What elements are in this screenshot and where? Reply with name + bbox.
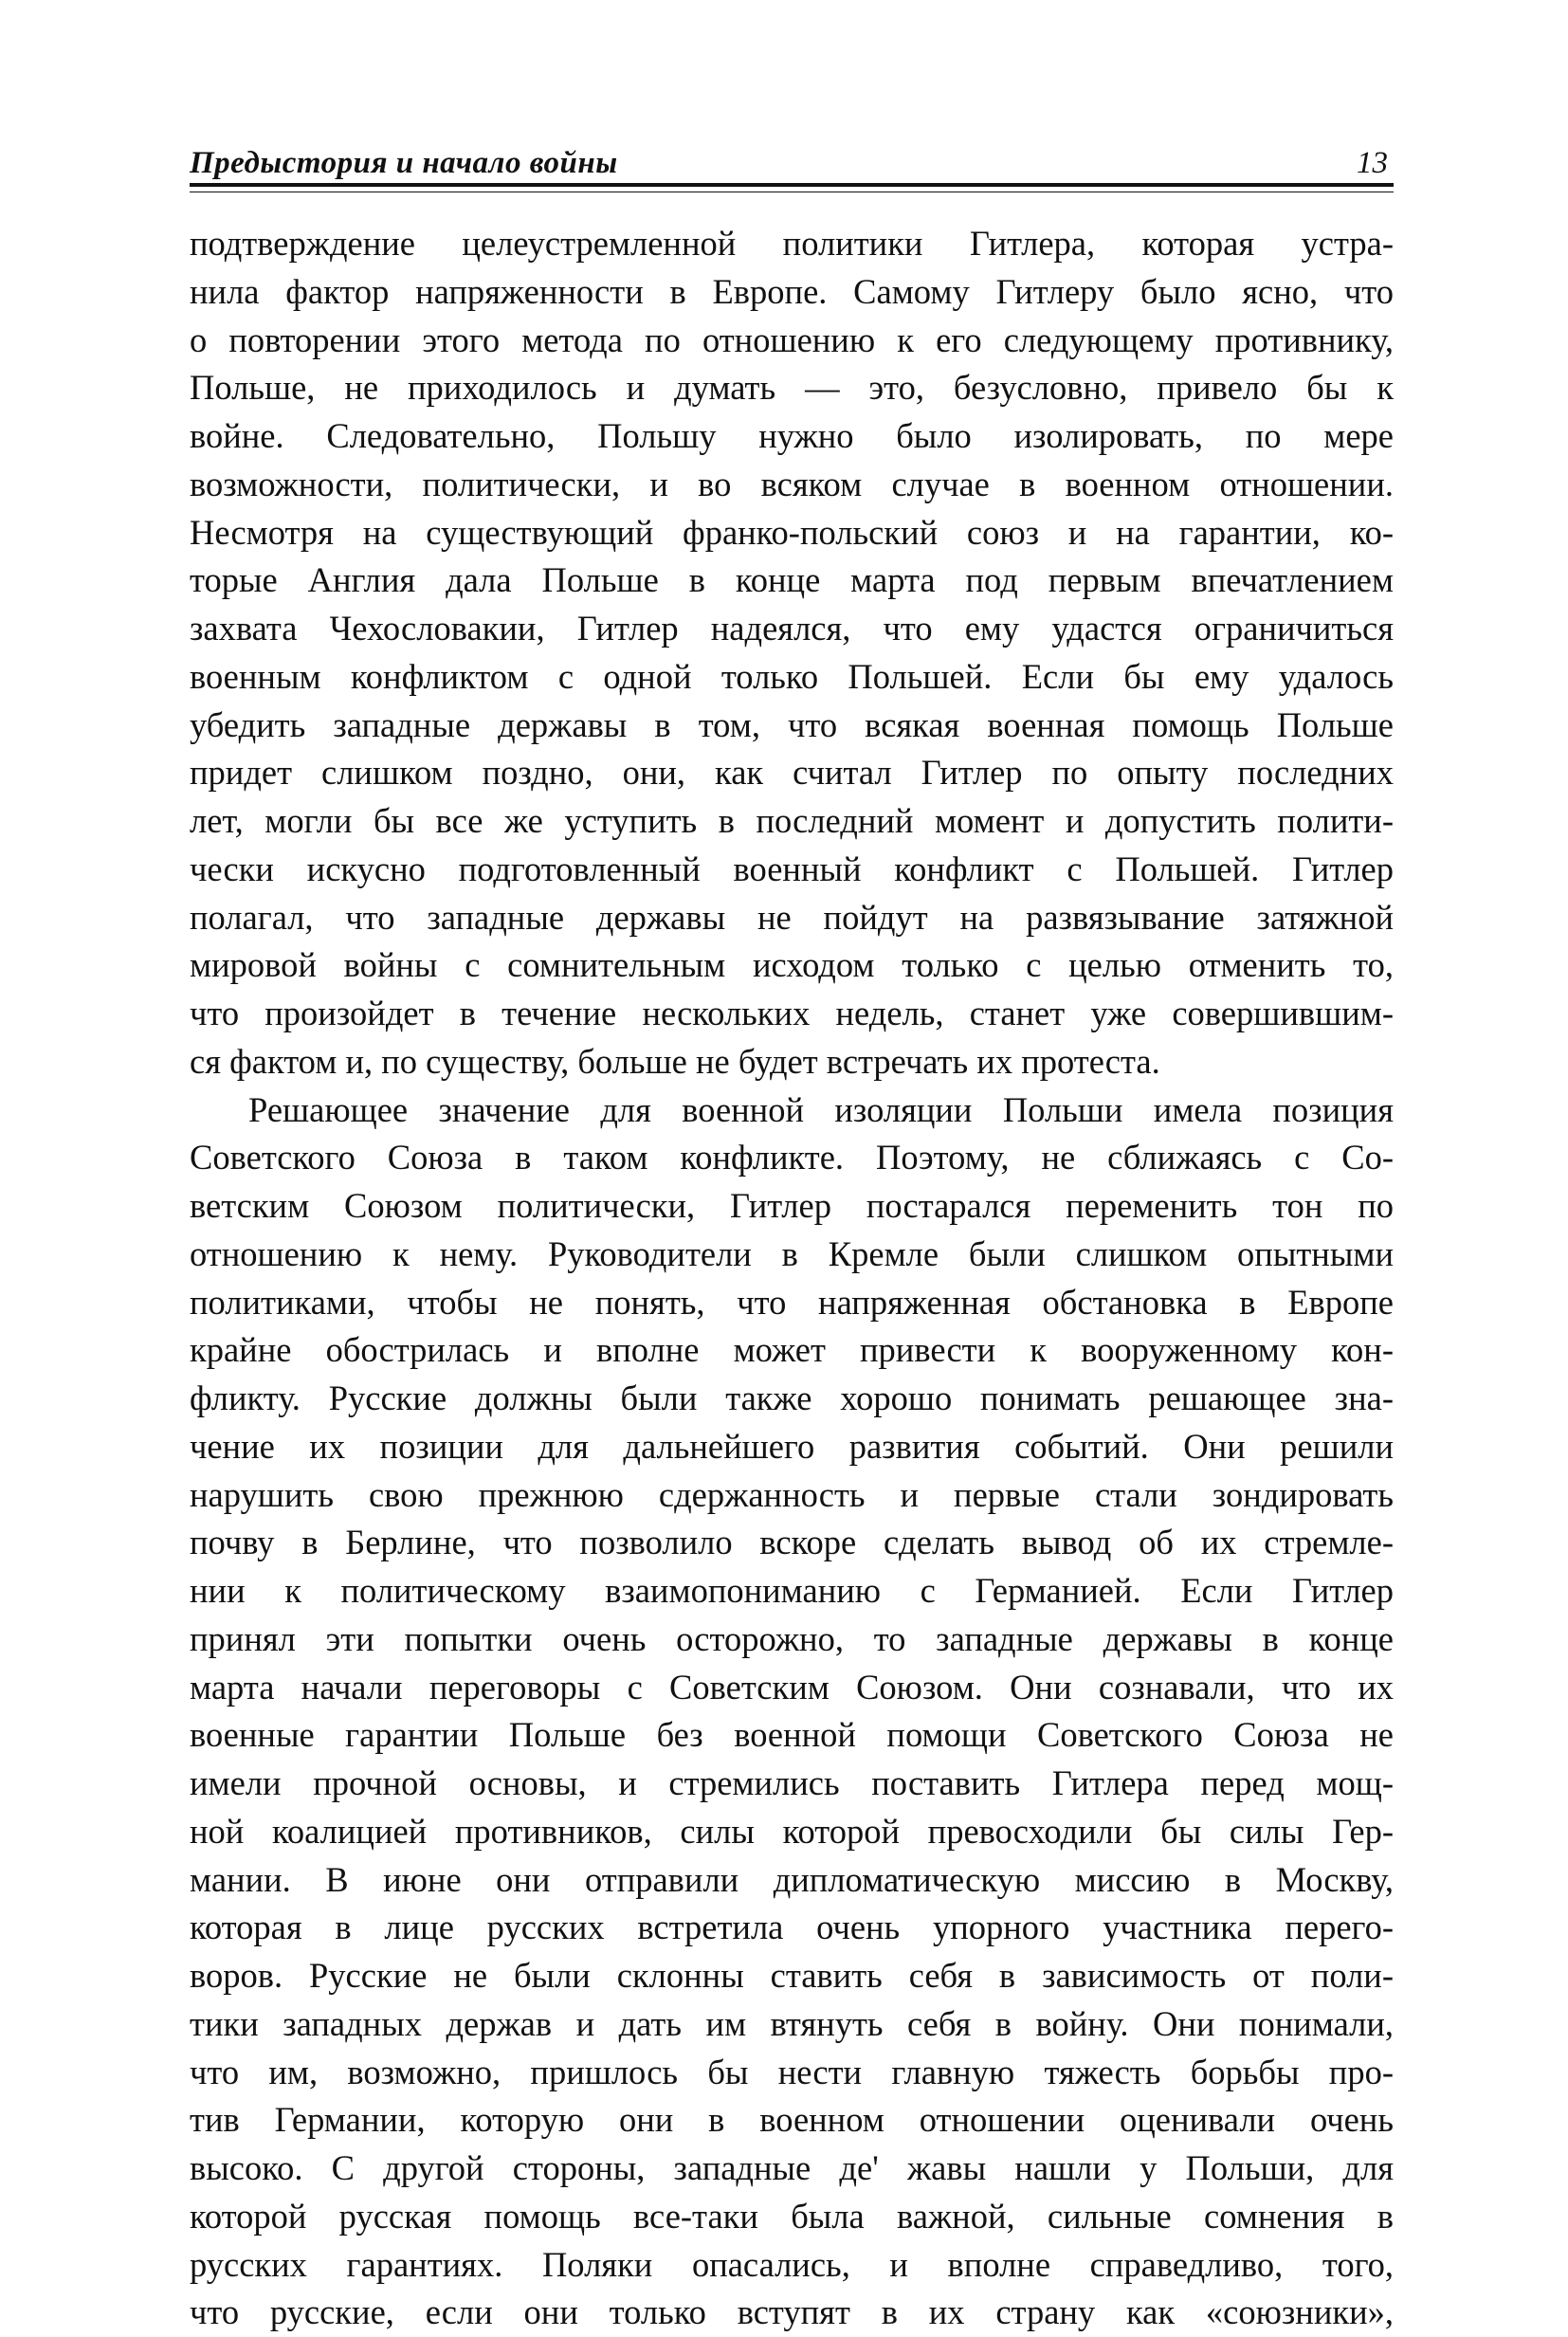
text-line: нарушить свою прежнюю сдержанность и первые стали зондировать (190, 1471, 1394, 1520)
text-line: что им, возможно, пришлось бы нести главную тяжесть борьбы про- (190, 2049, 1394, 2097)
text-line: русских гарантиях. Поляки опасались, и вполне справедливо, того, (190, 2241, 1394, 2290)
text-line: возможности, политически, и во всяком случае в военном отношении. (190, 461, 1394, 509)
text-line: мировой войны с сомнительным исходом только с целью отменить то, (190, 941, 1394, 990)
text-line: которой русская помощь все-таки была важной, сильные сомнения в (190, 2193, 1394, 2241)
text-line: ветским Союзом политически, Гитлер постарался переменить тон по (190, 1182, 1394, 1231)
running-title: Предыстория и начало войны (190, 146, 618, 181)
text-line: крайне обострилась и вполне может привести к вооруженному кон- (190, 1326, 1394, 1375)
text-line: воров. Русские не были склонны ставить себя в зависимость от поли- (190, 1952, 1394, 2000)
text-line: отношению к нему. Руководители в Кремле были слишком опытными (190, 1231, 1394, 1279)
running-header (190, 140, 1394, 186)
text-line: что русские, если они только вступят в их страну как «союзники», (190, 2289, 1394, 2337)
paragraph-1 (190, 220, 1394, 1086)
text-line: чески искусно подготовленный военный конфликт с Польшей. Гитлер (190, 846, 1394, 894)
text-line: мании. В июне они отправили дипломатическую миссию в Москву, (190, 1856, 1394, 1905)
text-line: захвата Чехословакии, Гитлер надеялся, что ему удастся ограничиться (190, 605, 1394, 653)
text-line: подтверждение целеустремленной политики Гитлера, которая устра- (190, 220, 1394, 268)
text-line: убедить западные державы в том, что всякая военная помощь Польше (190, 702, 1394, 750)
text-line: принял эти попытки очень осторожно, то западные державы в конце (190, 1616, 1394, 1664)
text-line: которая в лице русских встретила очень упорного участника перего- (190, 1904, 1394, 1952)
text-line: ся фактом и, по существу, больше не будет встречать их протеста. (190, 1038, 1394, 1086)
text-line: тив Германии, которую они в военном отношении оценивали очень (190, 2096, 1394, 2145)
text-line: политиками, чтобы не понять, что напряженная обстановка в Европе (190, 1279, 1394, 1327)
text-line: войне. Следовательно, Польшу нужно было изолировать, по мере (190, 412, 1394, 461)
text-line: чение их позиции для дальнейшего развития событий. Они решили (190, 1423, 1394, 1471)
text-line: ной коалицией противников, силы которой превосходили бы силы Гер- (190, 1808, 1394, 1856)
text-line: военные гарантии Польше без военной помощи Советского Союза не (190, 1711, 1394, 1760)
text-line: нии к политическому взаимопониманию с Германией. Если Гитлер (190, 1567, 1394, 1616)
text-line: лет, могли бы все же уступить в последний момент и допустить полити- (190, 797, 1394, 846)
text-line: Решающее значение для военной изоляции Польши имела позиция (190, 1086, 1394, 1135)
header-rule-thick (190, 183, 1394, 187)
text-line: Советского Союза в таком конфликте. Поэтому, не сближаясь с Со- (190, 1134, 1394, 1182)
paragraph-2 (190, 1086, 1394, 2337)
text-line: военным конфликтом с одной только Польшей. Если бы ему удалось (190, 653, 1394, 702)
text-line: почву в Берлине, что позволило вскоре сделать вывод об их стремле- (190, 1519, 1394, 1567)
text-line: придет слишком поздно, они, как считал Гитлер по опыту последних (190, 749, 1394, 797)
text-line: тики западных держав и дать им втянуть себя в войну. Они понимали, (190, 2000, 1394, 2049)
text-line: что произойдет в течение нескольких недель, станет уже совершившим- (190, 990, 1394, 1038)
text-line: полагал, что западные державы не пойдут на развязывание затяжной (190, 894, 1394, 942)
text-line: Польше, не приходилось и думать — это, безусловно, привело бы к (190, 364, 1394, 412)
text-line: Несмотря на существующий франко-польский союз и на гарантии, ко- (190, 509, 1394, 557)
text-line: о повторении этого метода по отношению к его следующему противнику, (190, 317, 1394, 365)
page-number: 13 (1357, 146, 1388, 181)
text-line: высоко. С другой стороны, западные де' жавы нашли у Польши, для (190, 2145, 1394, 2193)
text-line: имели прочной основы, и стремились поставить Гитлера перед мощ- (190, 1760, 1394, 1808)
text-line: нила фактор напряженности в Европе. Самому Гитлеру было ясно, что (190, 268, 1394, 317)
body-text (190, 220, 1394, 2337)
text-line: торые Англия дала Польше в конце марта под первым впечатлением (190, 557, 1394, 605)
text-line: фликту. Русские должны были также хорошо понимать решающее зна- (190, 1375, 1394, 1423)
text-line: марта начали переговоры с Советским Союзом. Они сознавали, что их (190, 1664, 1394, 1712)
